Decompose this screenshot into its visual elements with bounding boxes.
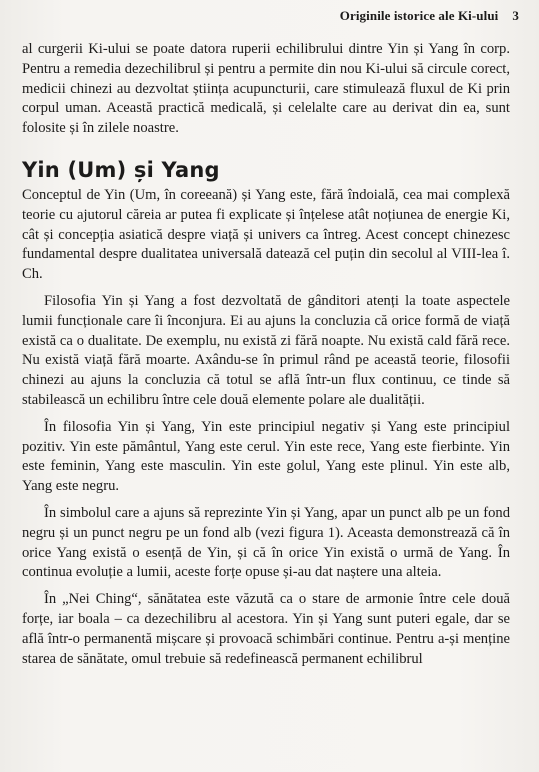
running-title: Originile istorice ale Ki-ului bbox=[339, 8, 499, 23]
paragraph-intro: al curgerii Ki-ului se poate datora ruperii echilibrului dintre Yin și Yang în corp. Pentru a remedia dezechilibrul și pentru a permite din nou Ki-ului să circule corect, medicii chinezi au dezvoltat știința acupuncturii, care stimulează fluxul de Ki prin corpul uman. Această practică medicală, și celelalte care au derivat din ea, sunt folosite și în zilele noastre. bbox=[22, 41, 510, 137]
paragraph-1: Conceptul de Yin (Um, în coreeană) și Yang este, fără îndoială, cea mai complexă teorie cu ajutorul căreia ar putea fi explicate și înțelese atât noțiunea de energie Ki, cât și concepția asiatică despre viață și univers ca întreg. Acest concept chinezesc fundamental despre dualitatea universală datează cel puțin din secolul al VIII-lea î. Ch. bbox=[22, 186, 510, 283]
section-title: Yin (Um) și Yang bbox=[22, 157, 220, 182]
page-number: 3 bbox=[512, 8, 519, 23]
page-body bbox=[22, 40, 510, 669]
paragraph-4: În simbolul care a ajuns să reprezinte Yin și Yang, apar un punct alb pe un fond negru și un punct negru pe un fond alb (vezi figura 1). Aceasta demonstrează că în orice Yang există o esență de Yin, și că în orice Yin există o urmă de Yang. În continua evoluție a lumii, aceste forțe opuse și-au dat naștere una alteia. bbox=[22, 504, 510, 581]
paragraph-2: Filosofia Yin și Yang a fost dezvoltată de gânditori atenți la toate aspectele lumii funcționale care îi înconjura. Ei au ajuns la concluzia că orice formă de viață există ca o dualitate. De exemplu, nu există zi fără noapte. Nu există cald fără rece. Nu există viață fără moarte. Axându-se în primul rând pe această teorie, filosofii chinezi au ajuns la concluzia că totul se află într-un flux continuu, ce tinde să stabilească un echilibru între cele două elemente polare ale dualității. bbox=[22, 292, 510, 408]
paragraph-3: În filosofia Yin și Yang, Yin este principiul negativ și Yang este principiul pozitiv. Yin este pământul, Yang este cerul. Yin este rece, Yang este fierbinte. Yin este feminin, Yang este masculin. Yin este golul, Yang este plinul. Yin este alb, Yang este negru. bbox=[22, 418, 510, 495]
paragraph-5: În „Nei Ching“, sănătatea este văzută ca o stare de armonie între cele două forțe, iar boala – ca dezechilibru al acestora. Yin și Yang sunt puteri egale, dar se află într-o permanentă mișcare și provoacă schimbări continue. Pentru a-și menține starea de sănătate, omul trebuie să redefinească permanent echilibrul bbox=[22, 591, 510, 667]
running-header bbox=[340, 8, 519, 24]
